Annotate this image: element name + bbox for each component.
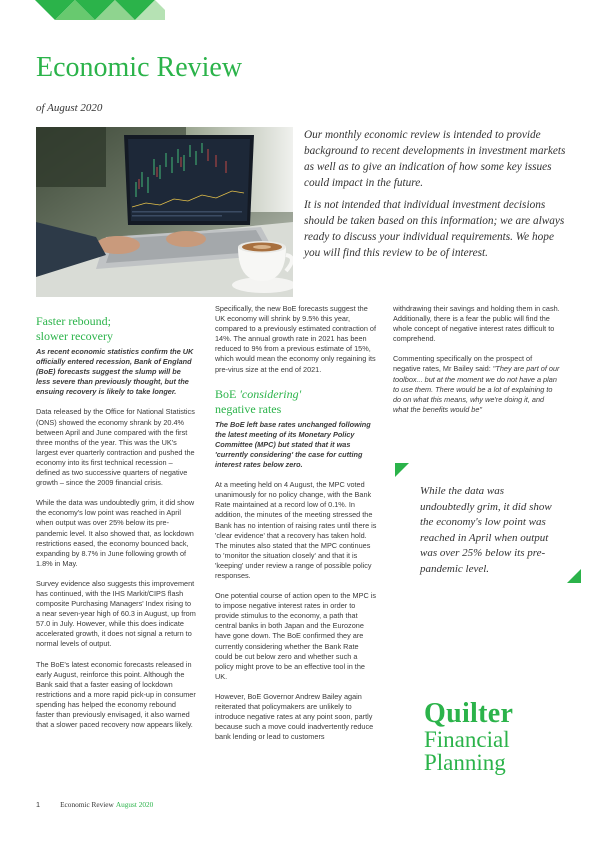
article-column-2 (215, 304, 378, 752)
issue-date: of August 2020 (36, 102, 103, 114)
company-logo (424, 700, 513, 774)
heading-line-2: slower recovery (36, 329, 113, 343)
body-paragraph: While the data was undoubtedly grim, it did show the economy's low point was reached in April when output was over 25% below its pre-pandemic level. It also showed that, as lockdown restrictions eased, the economy bounced back, expanding by 8.7% in June following growth of 1.8% in May. (36, 498, 195, 568)
page-title: Economic Review (36, 52, 243, 83)
footer-issue: August 2020 (115, 800, 154, 809)
heading-line-1: Faster rebound; (36, 314, 111, 328)
pull-quote: While the data was undoubtedly grim, it did show the economy's low point was reached in April when output was over 25% below its pre-pandemic level. (420, 485, 552, 575)
intro-text (304, 127, 566, 267)
section-heading-negative-rates (215, 387, 378, 417)
body-paragraph: Survey evidence also suggests this improvement has continued, with the IHS Markit/CIPS flash composite Purchasing Managers' Index rising to a near seven-year high of 60.3 in August, up from 57.0 in July. However, while this does indicate accelerated growth, it does not signal a return to normal levels of output. (36, 578, 196, 649)
pullquote-corner-bottom (567, 569, 581, 583)
logo-line-2: Planning (424, 750, 506, 775)
quote-text: "They are part of our toolbox... but at the moment we do not have a plan to use them. There would be a lot of explaining to do on what this means, why we're doing it, and what the benefits would be" (393, 364, 560, 414)
logo-line-1: Financial (424, 727, 510, 752)
heading-line-1-em: 'considering' (239, 386, 302, 401)
heading-line-1-pre: BoE (215, 386, 240, 401)
quote-intro: Commenting specifically on the prospect of negative rates, Mr Bailey said: (393, 354, 533, 374)
body-paragraph: At a meeting held on 4 August, the MPC voted unanimously for no policy change, with the Bank Rate maintained at a record low of 0.1%. In addition, the minutes of the meeting stressed the Bank has no intention of raising rates until there is 'clear evidence' that a recovery has taken hold. The minutes also stated that the MPC continues to 'monitor the situation closely' and that it is 'keeping' under review a range of possible policy responses. (215, 480, 377, 580)
body-paragraph: Data released by the Office for National Statistics (ONS) showed the economy shrank by 20.4% between April and June compared with the first three months of the year. This was the UK's largest ever quarterly contraction and pushed the economy into its first technical recession – defined as two successive quarters of negative growth – since the 2009 financial crisis. (36, 407, 195, 488)
page-number: 1 (36, 800, 41, 809)
logo-brand: Quilter (424, 698, 514, 729)
section-heading-faster-rebound (36, 314, 196, 344)
body-paragraph: withdrawing their savings and holding them in cash. Additionally, there is a fear the public will find the whole concept of negative interest rates difficult to comprehend. (393, 304, 560, 344)
heading-line-2: negative rates (215, 401, 282, 416)
pullquote-corner-top (395, 463, 409, 477)
body-paragraph: The BoE's latest economic forecasts released in early August, reinforce this point. Although the Bank said that a faster easing of lockdown restrictions and a more rapid pick-up in consumer spending has helped the economy rebound faster than previously envisaged, it also warned that a slower paced recovery now appears likely. (36, 659, 196, 730)
intro-paragraph-2: It is not intended that individual investment decisions should be taken based on this information; we are always ready to discuss your individual requirements. We hope you will find this review to be of interest. (304, 199, 565, 259)
intro-paragraph-1: Our monthly economic review is intended to provide background to recent developments in investment markets as well as to give an indication of how some key issues could impact in the future. (304, 129, 566, 189)
section-lead: The BoE left base rates unchanged following the latest meeting of its Monetary Policy Committee (MPC) but stated that it was 'currently considering' the case for cutting interest rates below zero. (215, 419, 371, 470)
header-decoration (35, 0, 165, 20)
body-paragraph: Specifically, the new BoE forecasts suggest the UK economy will shrink by 9.5% this year, compared to a previously estimated contraction of 14%. The annual growth rate in 2021 has been reduced to 9% from a previous estimate of 15%, which would mean the economy only regaining its pre-virus size at the end of 2021. (215, 304, 377, 374)
section-lead: As recent economic statistics confirm the UK officially entered recession, Bank of England (BoE) forecasts suggest the slump will be less severe than previously thought, but the ensuing recovery is likely to take longer. (36, 347, 194, 397)
trading-laptop-coffee-photo (36, 127, 293, 297)
article-column-3 (393, 304, 561, 425)
body-paragraph-quote (393, 354, 561, 415)
page-footer (36, 800, 153, 809)
footer-publication: Economic Review (60, 800, 114, 809)
article-column-1 (36, 304, 196, 740)
body-paragraph: One potential course of action open to the MPC is to impose negative interest rates in order to provide stimulus to the economy, a path that central banks in both Japan and the Eurozone have gone down. The BoE confirmed they are currently considering whether the Bank Rate could be cut below zero and whether such a policy might prove to be an effective tool in the UK. (215, 591, 377, 681)
body-paragraph: However, BoE Governor Andrew Bailey again reiterated that policymakers are unlikely to introduce negative rates at any point soon, partly because such a move could inadvertently reduce bank lending or lead to customers (215, 691, 374, 742)
